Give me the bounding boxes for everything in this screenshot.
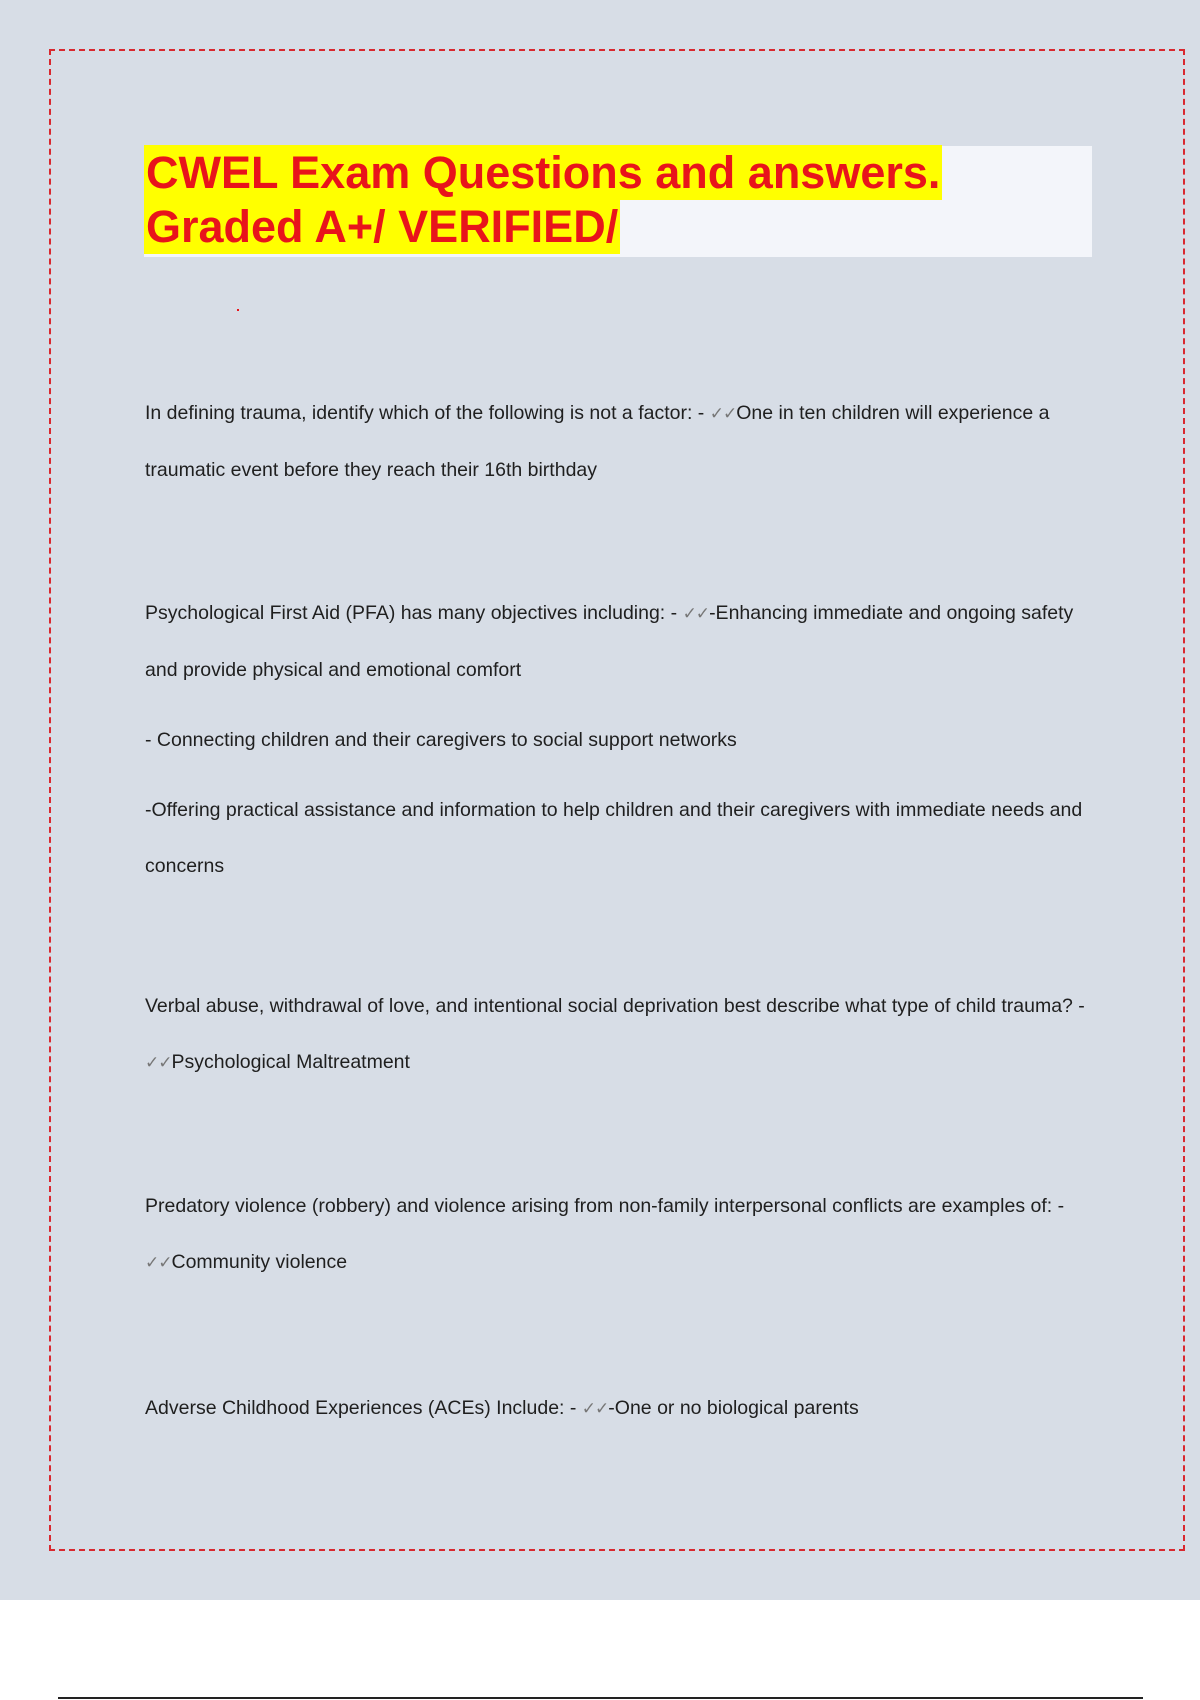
answer-line: - Connecting children and their caregivers to social support networks — [145, 729, 737, 751]
title-line-2: Graded A+/ VERIFIED/ — [146, 201, 619, 252]
qa-text — [145, 1178, 1085, 1291]
title-line-1: CWEL Exam Questions and answers. — [146, 147, 941, 198]
answer-text: Community violence — [171, 1251, 348, 1273]
check-icon: ✓✓ — [581, 1399, 609, 1419]
answer-line: -Offering practical assistance and information to help children and their caregivers with immediate needs and concerns — [145, 799, 1083, 877]
qa-item-2 — [145, 585, 1085, 894]
qa-item-1 — [145, 385, 1085, 498]
question-text: Verbal abuse, withdrawal of love, and intentional social deprivation best describe what type of child trauma? - — [145, 995, 1085, 1017]
check-icon: ✓✓ — [682, 604, 710, 624]
answer-text: One in ten children will experience a traumatic event before they reach their 16th birthday — [145, 402, 1050, 481]
qa-item-3 — [145, 978, 1085, 1091]
answer-text: -Enhancing immediate and ongoing safety and provide physical and emotional comfort — [145, 602, 1074, 681]
question-text: In defining trauma, identify which of the following is not a factor: - — [145, 402, 710, 424]
bottom-rule — [58, 1697, 1143, 1699]
title-block — [144, 146, 1092, 257]
qa-text — [145, 1380, 1085, 1437]
qa-item-5 — [145, 1380, 1085, 1437]
qa-text — [145, 978, 1085, 1091]
qa-text — [145, 585, 1085, 698]
question-text: Predatory violence (robbery) and violence arising from non-family interpersonal conflicts are examples of: - — [145, 1195, 1065, 1217]
check-icon: ✓✓ — [145, 1053, 172, 1073]
qa-item-4 — [145, 1178, 1085, 1291]
answer-text: Psychological Maltreatment — [171, 1051, 410, 1073]
answer-text: -One or no biological parents — [608, 1397, 859, 1419]
question-text: Adverse Childhood Experiences (ACEs) Include: - — [145, 1397, 582, 1419]
question-text: Psychological First Aid (PFA) has many objectives including: - — [145, 602, 683, 624]
qa-text — [145, 385, 1085, 498]
check-icon: ✓✓ — [709, 404, 737, 424]
document-title — [144, 146, 1092, 254]
check-icon: ✓✓ — [145, 1253, 172, 1273]
red-dot-mark — [237, 309, 239, 311]
